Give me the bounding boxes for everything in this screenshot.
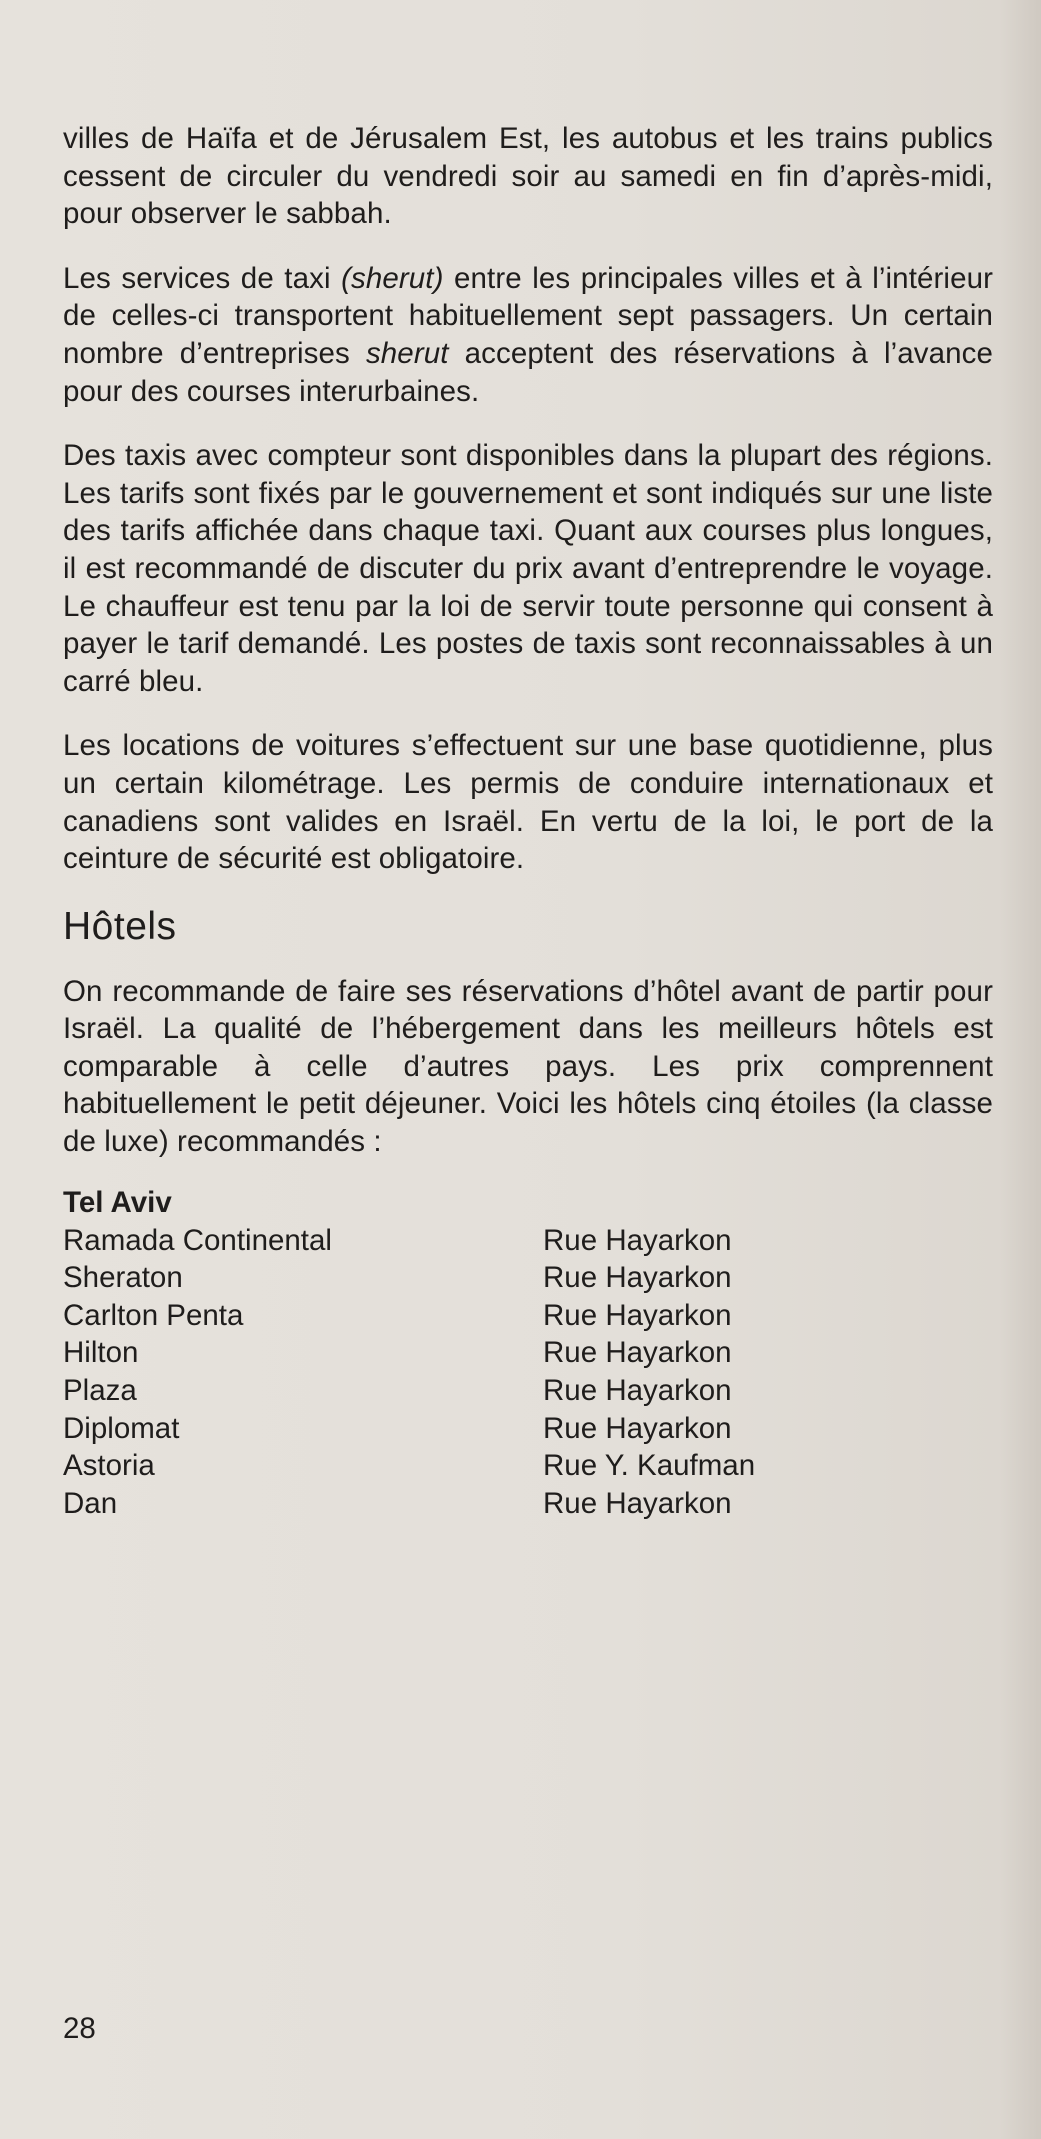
hotel-street: Rue Hayarkon [543, 1486, 732, 1520]
paragraph-hotels-intro: On recommande de faire ses réservations d’hôtel avant de partir pour Israël. La qualité de l’hébergement dans les meilleurs hôtels est comparable à celle d’autres pays. Les prix comprennent habituellement le petit déjeuner. Voici les hôtels cinq étoiles (la classe de luxe) recommandés : [63, 974, 993, 1159]
hotel-row [63, 1222, 993, 1260]
hotel-row [63, 1259, 993, 1297]
section-title-hotels: Hôtels [63, 904, 177, 948]
paragraph-car-rental: Les locations de voitures s’effectuent sur une base quotidienne, plus un certain kilométrage. Les permis de conduire internationaux et canadiens sont valides en Israël. En vertu de la loi, le port de la ceinture de sécurité est obligatoire. [63, 729, 993, 876]
hotel-row [63, 1297, 993, 1335]
page-content [63, 120, 993, 1522]
hotel-street: Rue Hayarkon [543, 1298, 732, 1332]
hotel-row [63, 1410, 993, 1448]
hotel-list [63, 1222, 993, 1523]
hotel-name: Sheraton [63, 1261, 183, 1295]
hotel-name: Ramada Continental [63, 1223, 332, 1257]
paragraph-metered-taxis: Des taxis avec compteur sont disponibles dans la plupart des régions. Les tarifs sont fixés par le gouvernement et sont indiqués sur une liste des tarifs affichée dans chaque taxi. Quant aux courses plus longues, il est recommandé de discuter du prix avant d’entreprendre le voyage. Le chauffeur est tenu par la loi de servir toute personne qui consent à payer le tarif demandé. Les postes de taxis sont reconnaissables à un carré bleu. [63, 439, 993, 698]
hotel-street: Rue Hayarkon [543, 1261, 732, 1295]
page-number: 28 [63, 2012, 96, 2045]
city-heading: Tel Aviv [63, 1185, 172, 1219]
hotel-street: Rue Hayarkon [543, 1374, 732, 1408]
sherut-term: (sherut) [341, 261, 444, 295]
paragraph-sherut-taxis: Les services de taxi (sherut) entre les principales villes et à l’intérieur de celles-ci transportent habituellement sept passagers. Un certain nombre d’entreprises sherut acceptent des réservations à l’avance pour des courses interurbaines. [63, 261, 994, 408]
sherut-term: sherut [365, 336, 449, 370]
hotel-row [63, 1372, 993, 1410]
paragraph-transport-sabbath: villes de Haïfa et de Jérusalem Est, les autobus et les trains publics cessent de circuler du vendredi soir au samedi en fin d’après-midi, pour observer le sabbah. [63, 122, 993, 231]
hotel-name: Diplomat [63, 1411, 180, 1445]
hotel-name: Hilton [63, 1336, 139, 1370]
hotel-row [63, 1485, 993, 1523]
hotel-street: Rue Hayarkon [543, 1411, 732, 1445]
hotel-name: Dan [63, 1486, 118, 1520]
hotel-row [63, 1334, 993, 1372]
hotel-street: Rue Hayarkon [543, 1336, 732, 1370]
hotel-street: Rue Y. Kaufman [543, 1449, 756, 1483]
hotel-name: Astoria [63, 1449, 155, 1483]
hotel-name: Plaza [63, 1374, 137, 1408]
hotel-street: Rue Hayarkon [543, 1223, 732, 1257]
hotel-name: Carlton Penta [63, 1298, 244, 1332]
hotel-row [63, 1447, 993, 1485]
